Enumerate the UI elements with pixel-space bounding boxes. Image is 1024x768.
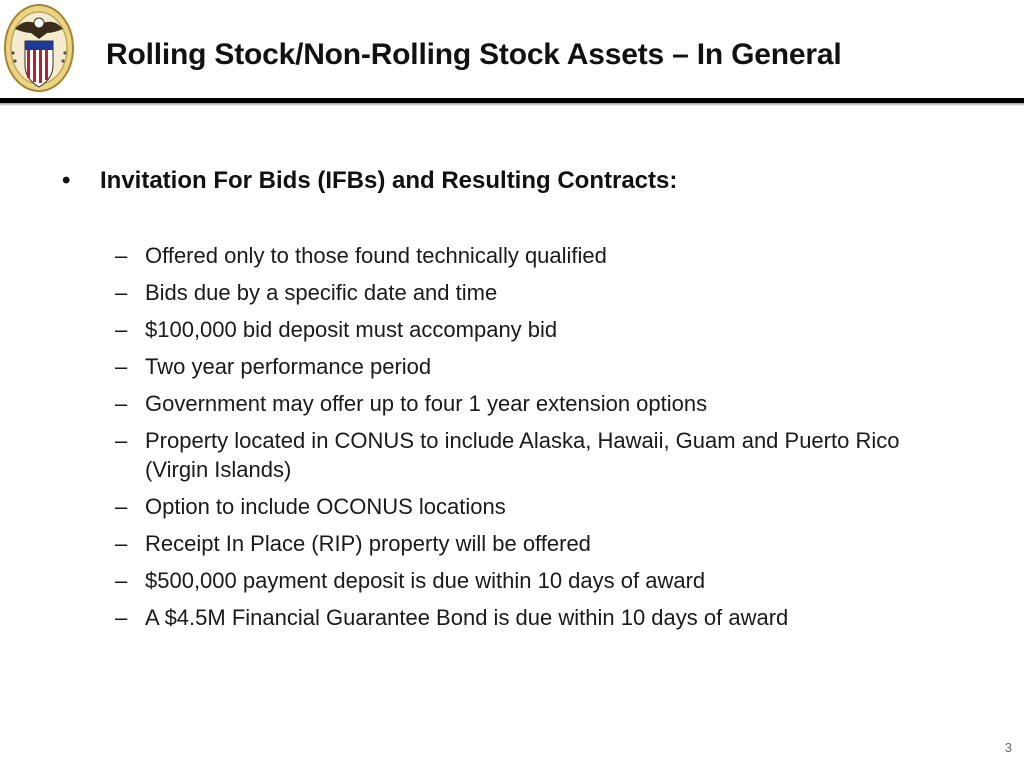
slide-title: Rolling Stock/Non-Rolling Stock Assets – In General [106,38,842,71]
dash-icon: – [115,354,128,379]
sub-bullet-list [115,241,905,640]
dash-icon: – [115,568,128,593]
dash-icon: – [115,280,128,305]
dash-icon: – [115,494,128,519]
list-item [115,315,905,344]
list-item-text: A $4.5M Financial Guarantee Bond is due within 10 days of award [145,605,789,630]
list-item [115,603,905,632]
list-item [115,389,905,418]
list-item [115,492,905,521]
main-bullet [62,167,677,195]
list-item-text: Offered only to those found technically qualified [145,243,607,268]
main-bullet-text: Invitation For Bids (IFBs) and Resulting Contracts: [100,167,678,194]
dash-icon: – [115,391,128,416]
list-item [115,426,905,484]
list-item-text: $100,000 bid deposit must accompany bid [145,317,558,342]
dash-icon: – [115,428,128,453]
list-item-text: Option to include OCONUS locations [145,494,506,519]
list-item-text: Government may offer up to four 1 year extension options [145,391,708,416]
list-item [115,352,905,381]
list-item-text: $500,000 payment deposit is due within 10 days of award [145,568,706,593]
dash-icon: – [115,317,128,342]
list-item [115,566,905,595]
list-item [115,529,905,558]
list-item-text: Property located in CONUS to include Alaska, Hawaii, Guam and Puerto Rico (Virgin Islands) [145,428,900,482]
list-item [115,278,905,307]
list-item-text: Receipt In Place (RIP) property will be offered [145,531,591,556]
dash-icon: – [115,531,128,556]
dash-icon: – [115,605,128,630]
list-item-text: Bids due by a specific date and time [145,280,498,305]
dash-icon: – [115,243,128,268]
list-item-text: Two year performance period [145,354,432,379]
bullet-icon: • [62,167,71,194]
list-item [115,241,905,270]
page-number: 3 [1004,740,1012,755]
